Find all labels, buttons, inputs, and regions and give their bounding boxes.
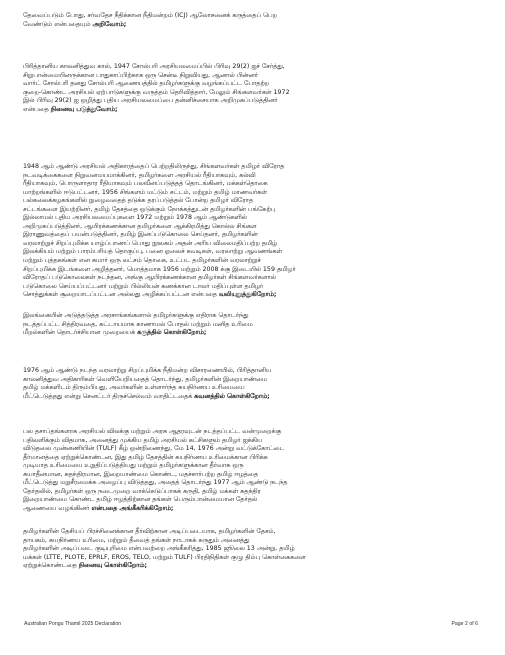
paragraph-emphasis: அறிவோம்;	[92, 20, 127, 28]
paragraph-human-rights-violations	[23, 312, 484, 338]
paragraph-emphasis: வலியுறுத்துகிறோம்;	[218, 291, 277, 299]
paragraph-emphasis: நினைவு படுத்துவோம்;	[50, 105, 118, 113]
paragraph-soulbury-constitution	[23, 63, 484, 114]
paragraph-text: இலங்கையின் அடுத்தடுத்த அரசாங்கங்களால் தமிழர்களுக்கு எதிராக தொடர்ந்து நடத்தப்பட்ட சித்திரவதை, கட்டாயமாக காணாமல் போதல் மற்றும் மனித உரிமை மீறல்களின் தொடர்ச்சியான முறையைக்	[23, 312, 253, 337]
page-number: Page 2 of 6	[451, 621, 478, 627]
paragraph-vaddukoddai-resolution	[23, 428, 484, 513]
paragraph-emphasis: நினைவு கொள்கிறோம்;	[78, 562, 147, 570]
footer-title: Australian Pongu Thamil 2025 Declaration	[24, 621, 122, 627]
paragraph-emphasis: என்பதை அங்கீகரிக்கிறோம்;	[91, 504, 174, 512]
paragraph-text: 1948 ஆம் ஆண்டு அரசியல் அதிகாரத்தைப் பெற்றதிலிருந்து, சிங்களவர்கள் தமிழர் விரோத நடவடிக்கைகளை நிறுவனமயமாக்கினர், தமிழர்களை அரசியல் ரீதியாகவும், கல்வி ரீதியாகவும், பொருளாதார ரீதியாகவும் பலவீனப்படுத்தத் தொடங்கினர், மக்கள்தொகை மாற்றங்களில் ஈடுபட்டனர், 1956 சிங்களம் மட்டும் சட்டம், மற்றும் தமிழ் மாணவர்கள் பல்கலைக்கழகங்களில் நுழைவதைத் தடுக்க தரப்படுத்தல் போன்ற தமிழர் விரோத சட்டங்களை இயற்றினர், தமிழ் தேசத்தை ஒடுக்கும் நோக்கத்துடன் தமிழர்களின் பங்கேற்பு இல்லாமல் புதிய அரசியலமைப்புகளை 1972 மற்றும் 1978 ஆம் ஆண்டுகளில் அறிமுகப்படுத்தினர், ஆயிரக்கணக்கான தமிழர்களை ஆக்கிரமித்து கொல்ல சிங்கள இராணுவத்தைப் பயன்படுத்தினர், தமிழ் இனப்படுகொலை செய்தனர், தமிழர்களின் வரலாற்றுச் சிறப்புமிக்க யாழ்ப்பாணப் பொது நூலகம் அதன் அரிய விலைமதிப்பற்ற தமிழ் இலக்கியம் மற்றும் பாரம்பரியத் தொகுப்பு, பனை ஓலைச் சுவடிகள், வரலாற்று ஆவணங்கள் மற்றும் புத்தகங்கள் என சுமார் ஒரு லட்சம் தொகை, உட்பட தமிழர்களின் வரலாற்றுச் சிறப்புமிக்க இடங்களை அழித்தனர், மொத்தமாக 1956 மற்றும் 2008 க்கு இடையில் 159 தமிழர் விரோதப் படுகொலைகள் நடந்தன, அங்கு ஆயிரக்கணக்கான தமிழர்கள் சிங்களவர்களால் படுகொலை செய்யப்பட்டனர் மற்றும் பில்லியன் கணக்கான டாலர் மதிப்புள்ள தமிழர் சொத்துக்கள் சூறையாடப்பட்டன அல்லது அழிக்கப்பட்டன என்பதை	[23, 163, 296, 299]
paragraph-thimphu-principles	[23, 528, 484, 571]
paragraph-emphasis: கருத்தில் கொள்கிறோம்;	[137, 329, 207, 337]
paragraph-anti-tamil-policies	[23, 163, 484, 300]
paragraph-trial-at-bar	[23, 367, 484, 401]
paragraph-text: பிரித்தானிய காலனித்துவ கால், 1947 சோல்பரி அரசியலமைப்பில் பிரிவு 29(2) ஐச் சேர்த்து, சிறுபான்மையினருக்கான பாதுகாப்பிற்காக ஒரு சென்டீ நிறுவியது, ஆனால் பின்னர் வார்ட் சோல்பரி தனது சோல்பரி ஆணையத்தில் தமிழர்களுக்கு வழங்கப்பட்ட போதற்ற குறை-கொண்ட அரசியல் ஏற்பாடுகளுக்கு வருத்தம் தெரிவித்தார், மேலும் சிங்களவர்கள் 1972 இல் பிரிவு 29(2) ஐ ஒழித்து புதிய அரசியலமைப்பை தன்னிச்சையாக அறிமுகப்படுத்தினர் என்பதை	[23, 63, 290, 113]
paragraph-text: தேவைப்படும் போது, சர்வதேச நீதிக்கான நீதிமன்றம் (ICJ) ஆலோசனைக் கருத்தைப் பெற வேண்டும் என்பதையும்	[23, 12, 277, 28]
paragraph-emphasis: கவனத்தில் கொள்கிறோம்;	[194, 392, 270, 400]
paragraph-text: பல தசாப்தங்களாக அரசியல் விலக்கு மற்றும் அரசு ஆதரவுடன் நடத்தப்பட்ட வன்முறைக்கு பதிலளிக்கும் விதமாக, அனைத்து முக்கிய தமிழ் அரசியல் கட்சிகளும் தமிழர் ஐக்கிய விடுதலை முன்னணியின் (TULF) கீழ் ஒன்றிணைந்து, மே 14, 1976 அன்று வட்டுக்கோட்டை தீர்மானத்தை ஏற்றுக்கொண்டன, இது தமிழ் தேசத்தின் சுயநிர்ணய உரிமைக்கான பிரிக்க முடியாத உரிமையை உறுதிப்படுத்தியது மற்றும் தமிழர்களுக்கான தீர்வாக ஒரு சுயாதீனமான, சுதந்திரமான, இறையாண்மை கொண்ட, மதச்சார்பற்ற தமிழ் ஈழத்தை மீட்டெடுத்து மறுசீரமைக்க அழைப்பு விடுத்தது, அதைத் தொடர்ந்து 1977 ஆம் ஆண்டு நடந்த தேர்தலில், தமிழர்கள் ஒரு நடைமுறை வாக்கெடுப்பாகக் கருதி, தமிழ் மக்கள் சுதந்திர இறையாண்மை கொண்ட தமிழ் ஈழத்திற்கான தங்கள் பெரும்பான்மையான தேர்தல் ஆணையை வழங்கினர்	[23, 428, 288, 512]
paragraph-text: தமிழர்களின் தேசியப் பிரச்சினைக்கான தீர்விற்கான அடிப்படையாக, தமிழர்களின் தேசம், தாயகம், சுயநிர்ணய உரிமை, மற்றும் தீவைத் தங்கள் நாடாகக் கருதும் அனைத்து தமிழர்களின் அடிப்படை குடியுரிமை என்பவற்றை அங்கீகரித்து, 1985 ஜூலை 13 அன்று, தமிழ் மக்கள் (LTTE, PLOTE, EPRLF, EROS, TELO, மற்றும் TULF) பிரதிநிதிகள் குழு திம்பு கொள்கைகளை ஏற்றுக்கொண்டதை	[23, 528, 306, 570]
paragraph-text: 1976 ஆம் ஆண்டு நடந்த வரலாற்று சிறப்புமிக்க நீதிமன்ற விசாரணையில், பிரித்தானிய காலனித்துவ அதிகாரிகள் வெளியேறியதைத் தொடர்ந்து, தமிழர்களின் இறையாண்மை தமிழ் மக்களிடம் திரும்பியது, அவர்களின் உள்ளார்ந்த சுயநிர்ணய உரிமையை மீட்டெடுத்தது என்று செனட்டர் திருச்செல்வம் வாதிட்டதைக்	[23, 367, 272, 400]
paragraph-icj-opinion	[23, 12, 484, 29]
